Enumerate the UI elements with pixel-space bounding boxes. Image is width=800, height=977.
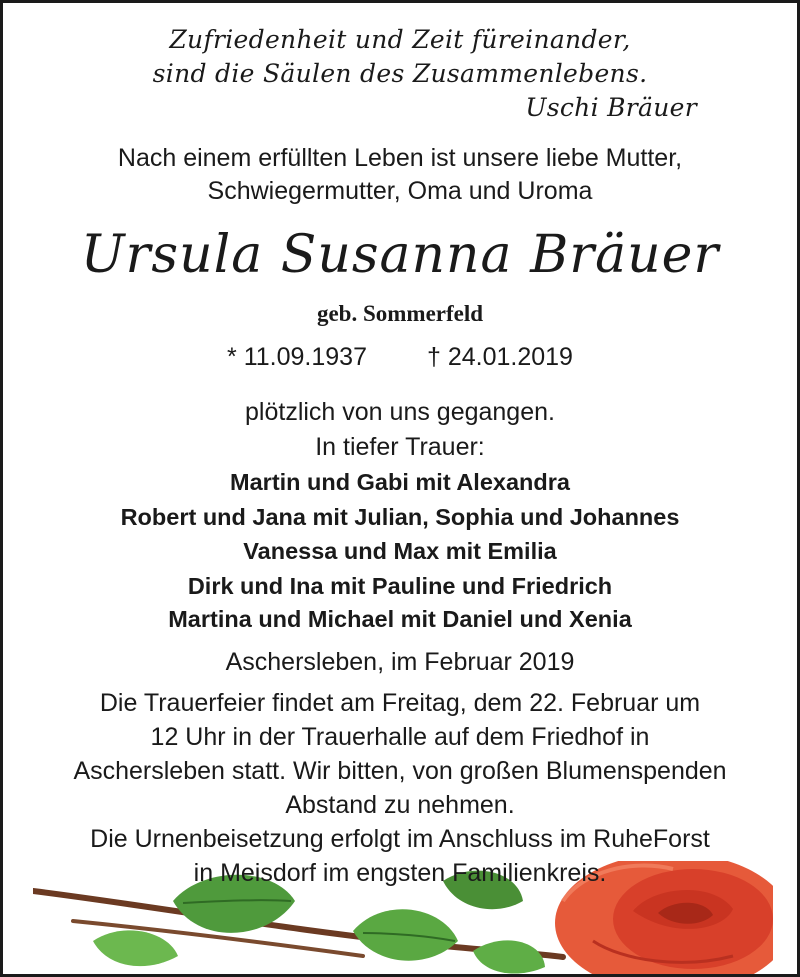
family-line-5: Martina und Michael mit Daniel und Xenia bbox=[168, 606, 632, 632]
funeral-line-5: Die Urnenbeisetzung erfolgt im Anschluss im RuheForst bbox=[90, 825, 710, 853]
passed-text: plötzlich von uns gegangen. bbox=[245, 398, 555, 426]
funeral-line-2: 12 Uhr in der Trauerhalle auf dem Friedhof in bbox=[150, 723, 650, 751]
family-line-4: Dirk und Ina mit Pauline und Friedrich bbox=[187, 573, 613, 599]
place-date: Aschersleben, im Februar 2019 bbox=[225, 648, 575, 676]
intro-line-1: Nach einem erfüllten Leben ist unsere liebe Mutter, bbox=[117, 144, 683, 172]
family-line-2: Robert und Jana mit Julian, Sophia und Johannes bbox=[120, 504, 680, 530]
birth-date: * 11.09.1937 bbox=[227, 343, 367, 371]
family-line-1: Martin und Gabi mit Alexandra bbox=[230, 469, 570, 495]
maiden-name: geb. Sommerfeld bbox=[316, 301, 484, 326]
funeral-line-6: in Meisdorf im engsten Familienkreis. bbox=[193, 859, 607, 887]
mourning-heading: In tiefer Trauer: bbox=[315, 433, 485, 461]
quote-line-1: Zufriedenheit und Zeit füreinander, bbox=[169, 25, 631, 54]
funeral-line-3: Aschersleben statt. Wir bitten, von großen Blumenspenden bbox=[73, 757, 727, 785]
family-line-3: Vanessa und Max mit Emilia bbox=[243, 538, 557, 564]
deceased-name: Ursula Susanna Bräuer bbox=[80, 225, 720, 285]
quote-line-2: sind die Säulen des Zusammenlebens. bbox=[152, 59, 648, 88]
life-dates bbox=[3, 343, 797, 372]
death-date: † 24.01.2019 bbox=[426, 343, 573, 371]
funeral-line-1: Die Trauerfeier findet am Freitag, dem 22. Februar um bbox=[99, 689, 701, 717]
quote-author: Uschi Bräuer bbox=[525, 93, 697, 122]
intro-line-2: Schwiegermutter, Oma und Uroma bbox=[207, 177, 593, 205]
funeral-line-4: Abstand zu nehmen. bbox=[285, 791, 515, 819]
